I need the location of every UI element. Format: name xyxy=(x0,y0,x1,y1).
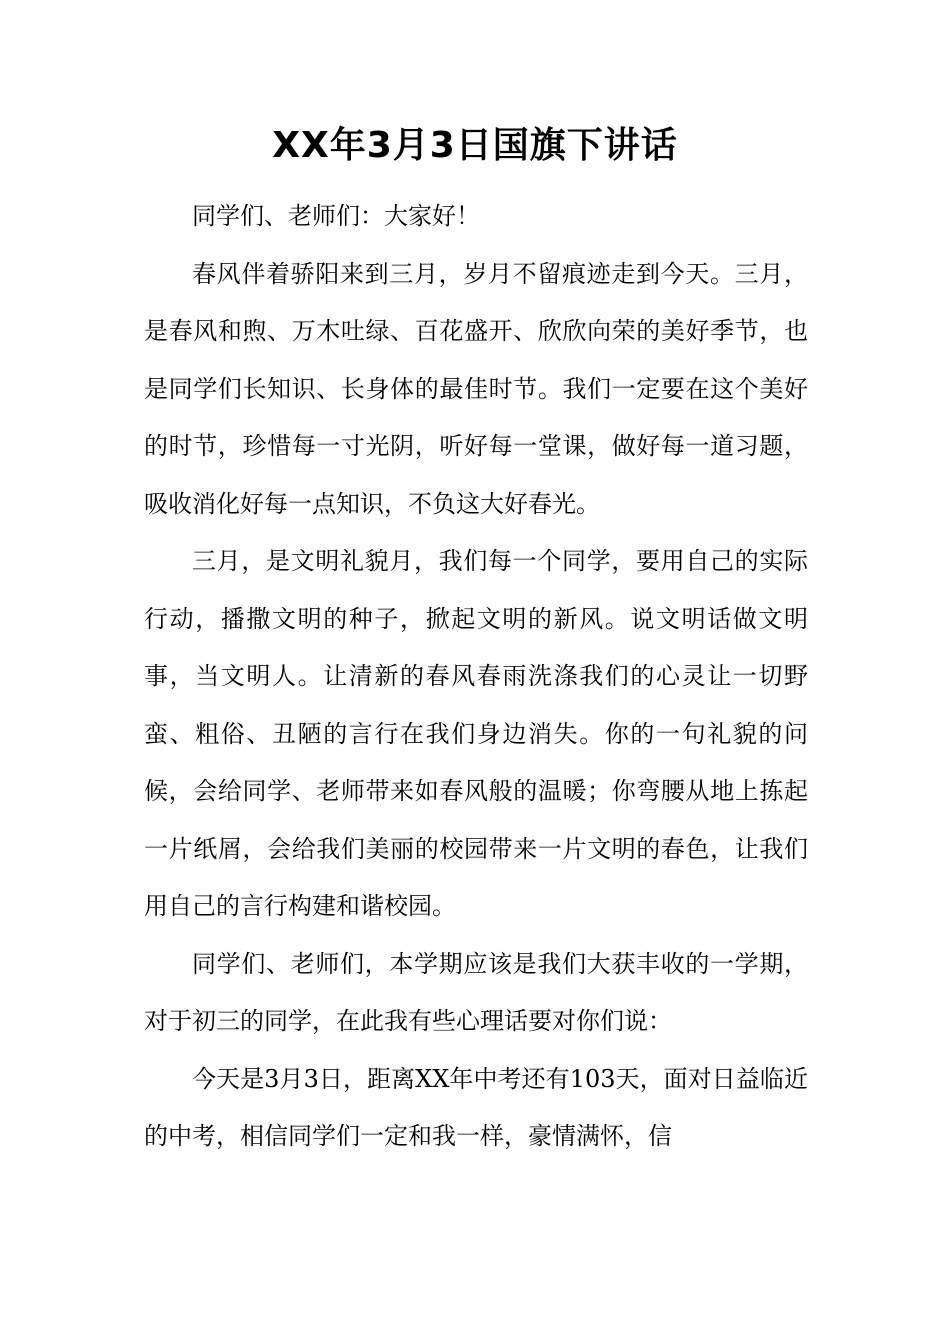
paragraph-civility: 三月，是文明礼貌月，我们每一个同学，要用自己的实际行动，播撒文明的种子，掀起文明的新风。说文明话做文明事，当文明人。让清新的春风春雨洗涤我们的心灵让一切野蛮、粗俗、丑陋的言行在我们身边消失。你的一句礼貌的问候，会给同学、老师带来如春风般的温暖；你弯腰从地上拣起一片纸屑，会给我们美丽的校园带来一片文明的春色，让我们用自己的言行构建和谐校园。 xyxy=(144,547,808,920)
document-body xyxy=(144,188,808,1166)
paragraph-spring: 春风伴着骄阳来到三月，岁月不留痕迹走到今天。三月，是春风和煦、万木吐绿、百花盛开、欣欣向荣的美好季节，也是同学们长知识、长身体的最佳时节。我们一定要在这个美好的时节，珍惜每一寸光阴，听好每一堂课，做好每一道习题，吸收消化好每一点知识，不负这大好春光。 xyxy=(144,259,808,518)
paragraph-semester: 同学们、老师们，本学期应该是我们大获丰收的一学期，对于初三的同学，在此我有些心理话要对你们说： xyxy=(144,949,808,1035)
document-title: XX年3月3日国旗下讲话 xyxy=(272,125,678,166)
paragraph-greeting: 同学们、老师们：大家好！ xyxy=(192,202,480,230)
paragraph-exam: 今天是3月3日，距离XX年中考还有103天，面对日益临近的中考，相信同学们一定和我一样，豪情满怀，信 xyxy=(144,1064,808,1150)
